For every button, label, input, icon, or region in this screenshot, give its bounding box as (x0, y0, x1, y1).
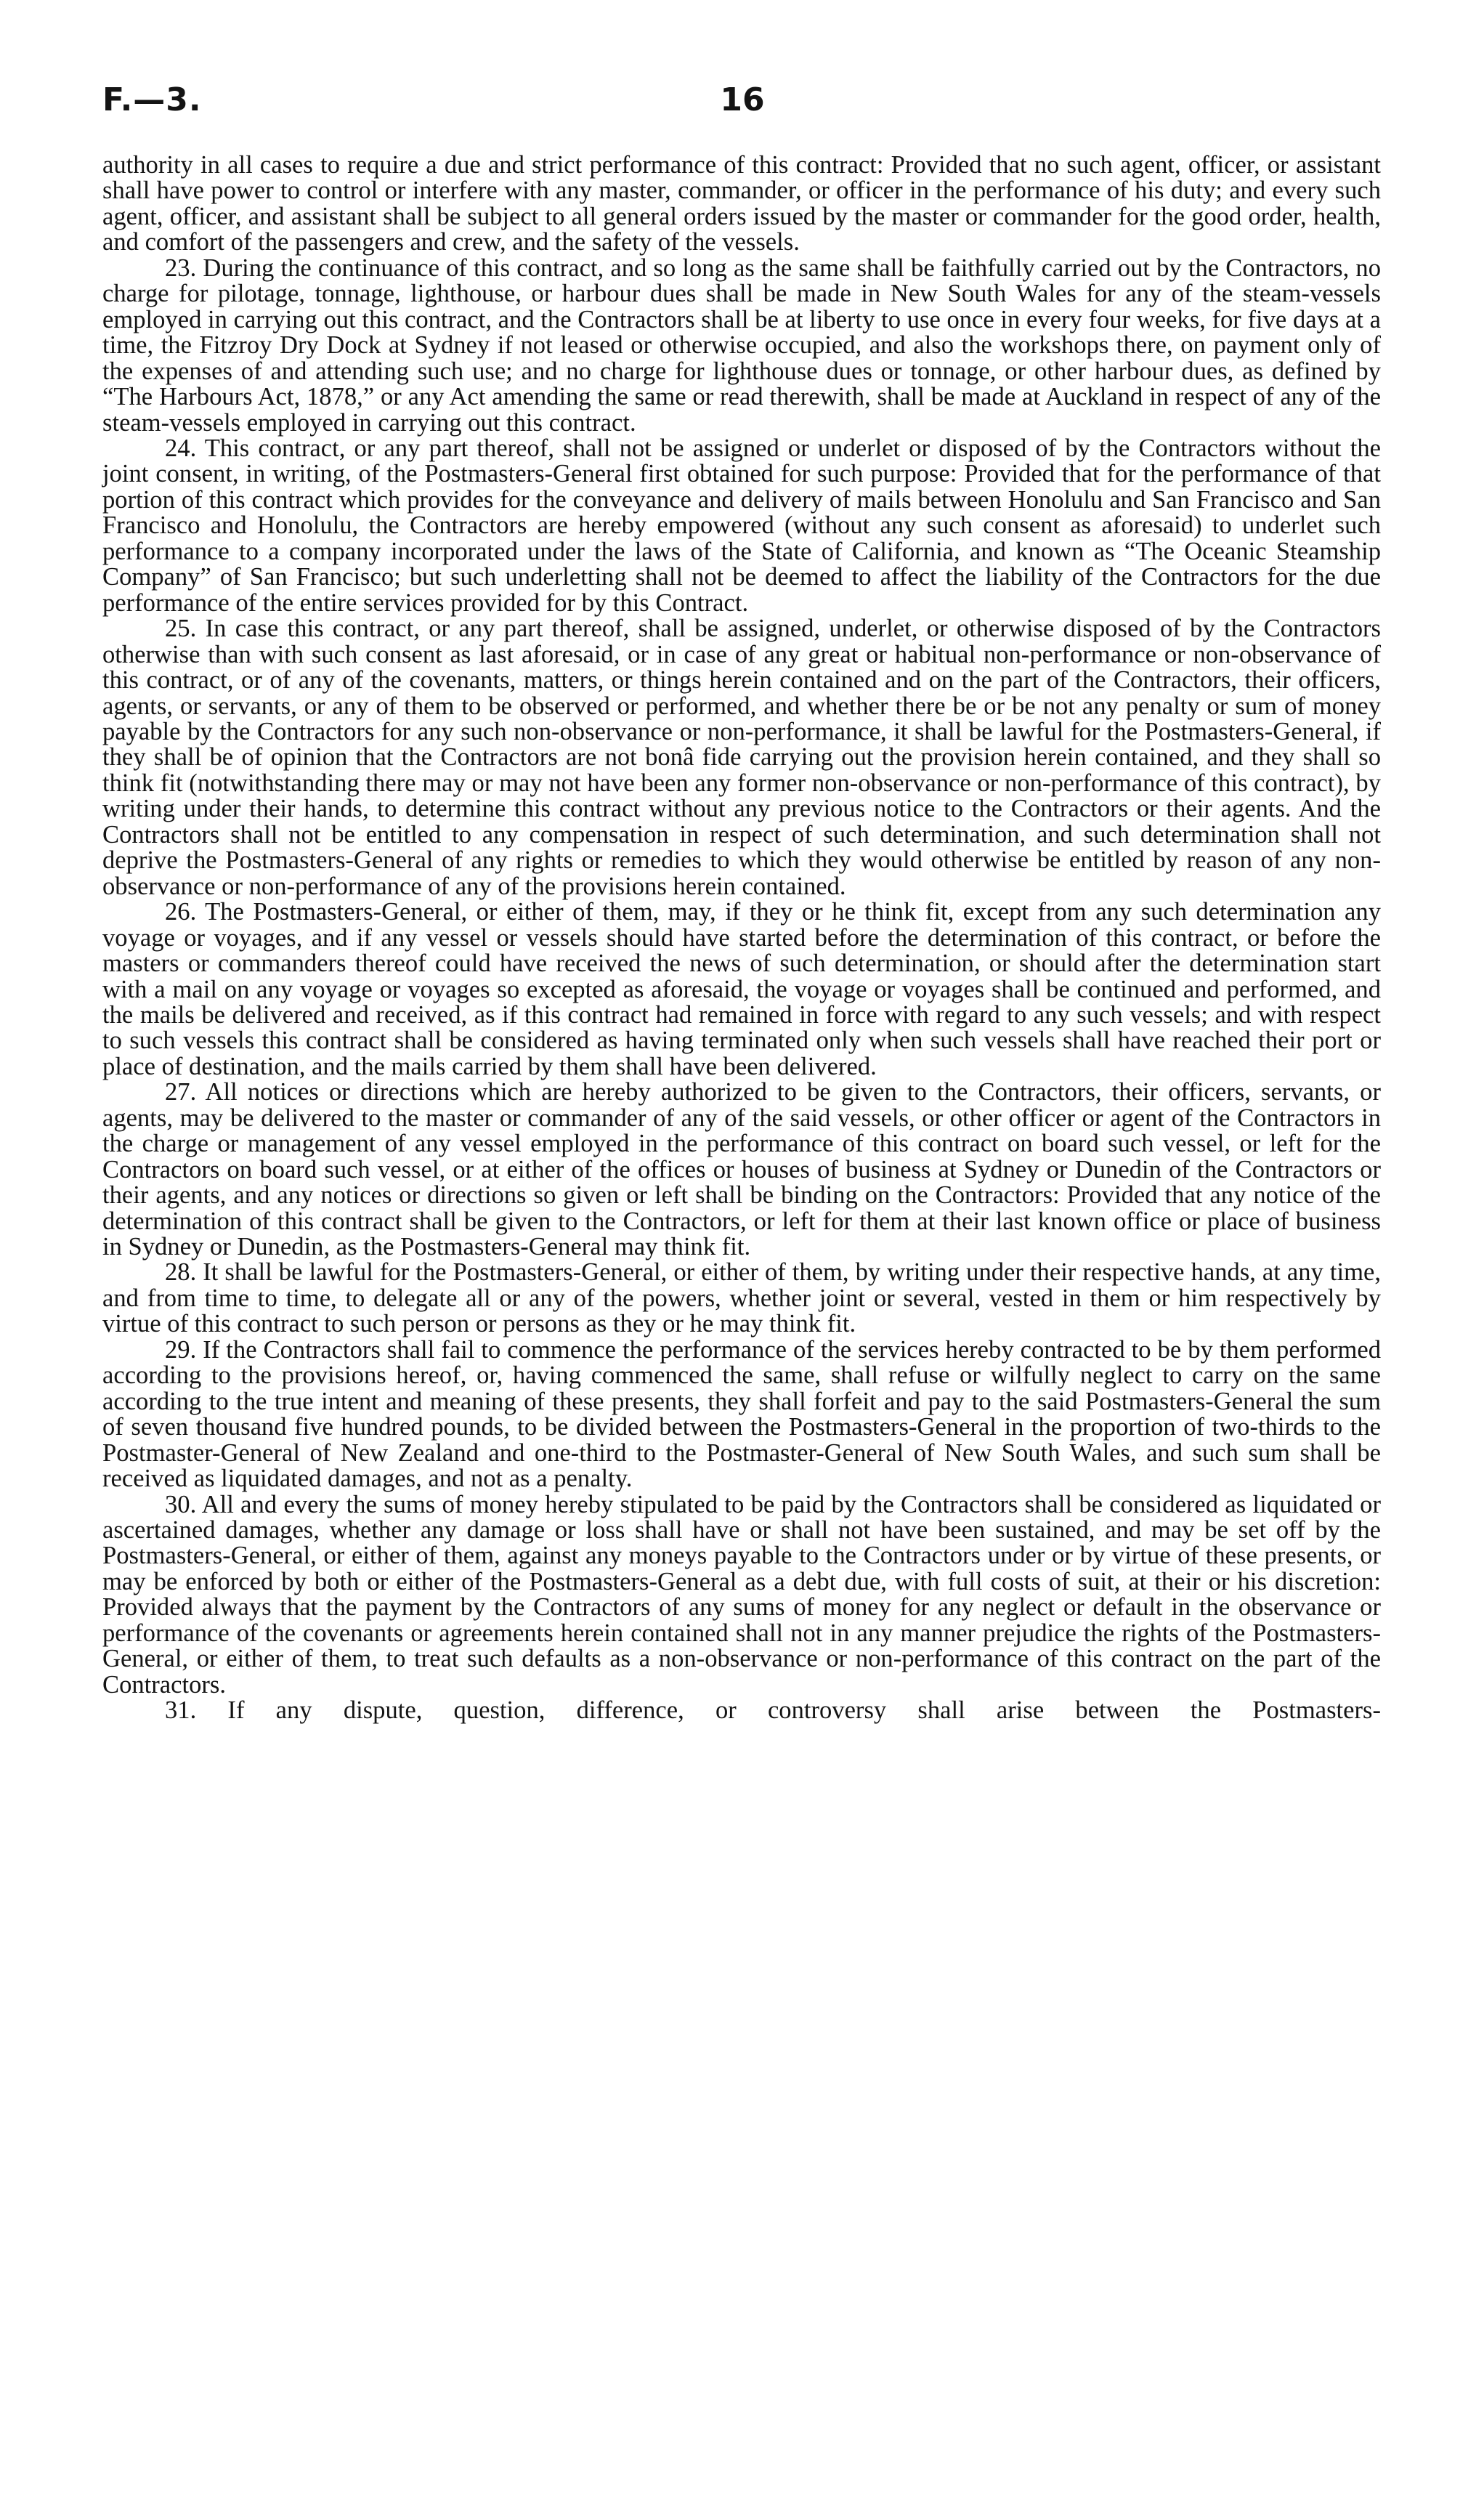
page-number: 16 (720, 81, 765, 118)
paragraph-23: 23. During the continuance of this contract, and so long as the same shall be faithfully carried out by the Contractors, no charge for pilotage, tonnage, lighthouse, or harbour dues shall be made in New South Wales for any of the steam-vessels employed in carrying out this contract, and the Contractors shall be at liberty to use once in every four weeks, for five days at a time, the Fitzroy Dry Dock at Sydney if not leased or otherwise occupied, and also the workshops there, on payment only of the expenses of and attending such use; and no charge for lighthouse dues or tonnage, or other harbour dues, as defined by “The Harbours Act, 1878,” or any Act amending the same or read therewith, shall be made at Auckland in respect of any of the steam-vessels employed in carrying out this contract. (102, 254, 1381, 437)
paragraph-30: 30. All and every the sums of money hereby stipulated to be paid by the Contractors shall be considered as liquidated or ascertained damages, whether any damage or loss shall have or shall not have been sustained, and may be set off by the Postmasters-General, or either of them, against any moneys payable to the Contractors under or by virtue of these presents, or may be enforced by both or either of the Postmasters-General as a debt due, with full costs of suit, at their or his discretion: Provided always that the payment by the Contractors of any sums of money for any neglect or default in the observance or performance of the covenants or agreements herein contained shall not in any manner prejudice the rights of the Postmasters-General, or either of them, to treat such defaults as a non-observance or non-performance of this contract on the part of the Contractors. (102, 1490, 1381, 1699)
running-head (102, 81, 1382, 125)
paragraph-27: 27. All notices or directions which are hereby authorized to be given to the Contractors, their officers, servants, or agents, may be delivered to the master or commander of any of the said vessels, or other officer or agent of the Contractors in the charge or management of any vessel employed in the performance of this contract on board such vessel, or left for the Contractors on board such vessel, or at either of the offices or houses of business at Sydney or Dunedin of the Contractors or their agents, and any notices or directions so given or left shall be binding on the Contractors: Provided that any notice of the determination of this contract shall be given to the Contractors, or left for them at their last known office or place of business in Sydney or Dunedin, as the Postmasters-General may think fit. (102, 1078, 1381, 1261)
paragraph-29: 29. If the Contractors shall fail to commence the performance of the services hereby contracted to be by them performed according to the provisions hereof, or, having commenced the same, shall refuse or wilfully neglect to carry on the same according to the true intent and meaning of these presents, they shall forfeit and pay to the said Postmasters-General the sum of seven thousand five hundred pounds, to be divided between the Postmasters-General in the proportion of two-thirds to the Postmaster-General of New Zealand and one-third to the Postmaster-General of New South Wales, and such sum shall be received as liquidated damages, and not as a penalty. (102, 1335, 1381, 1493)
paragraph-28: 28. It shall be lawful for the Postmasters-General, or either of them, by writing under their respective hands, at any time, and from time to time, to delegate all or any of the powers, whether joint or several, vested in them or him respectively by virtue of this contract to such person or persons as they or he may think fit. (102, 1258, 1381, 1338)
paragraph-22-continued: authority in all cases to require a due and strict performance of this contract: Provided that no such agent, officer, or assistant shall have power to control or interfere with any master, commander, or officer in the performance of his duty; and every such agent, officer, and assistant shall be subject to all general orders issued by the master or commander for the good order, health, and comfort of the passengers and crew, and the safety of the vessels. (102, 151, 1381, 256)
paragraph-25: 25. In case this contract, or any part thereof, shall be assigned, underlet, or otherwise disposed of by the Contractors otherwise than with such consent as last aforesaid, or in case of any great or habitual non-performance or non-observance of this contract, or of any of the covenants, matters, or things herein contained and on the part of the Contractors, their officers, agents, or servants, or any of them to be observed or performed, and whether there be or be not any penalty or sum of money payable by the Contractors for any such non-observance or non-performance, it shall be lawful for the Postmasters-General, if they shall be of opinion that the Contractors are not bonâ fide carrying out the provision herein contained, and they shall so think fit (notwithstanding there may or may not have been any former non-observance or non-performance of this contract), by writing under their hands, to determine this contract without any previous notice to the Contractors or their agents. And the Contractors shall not be entitled to any compensation in respect of such determination, and such determination shall not deprive the Postmasters-General of any rights or remedies to which they would otherwise be entitled by reason of any non-observance or non-performance of any of the provisions herein contained. (102, 615, 1381, 900)
paragraph-26: 26. The Postmasters-General, or either of them, may, if they or he think fit, except from any such determination any voyage or voyages, and if any vessel or vessels should have started before the determination of this contract, or before the masters or commanders thereof could have received the news of such determination, or should after the determination start with a mail on any voyage or voyages so excepted as aforesaid, the voyage or voyages shall be continued and performed, and the mails be delivered and received, as if this contract had remained in force with regard to any such vessels; and with respect to such vessels this contract shall be considered as having terminated only when such vessels shall have reached their port or place of destination, and the mails carried by them shall have been delivered. (102, 898, 1381, 1080)
paragraph-31-start: 31. If any dispute, question, difference, or controversy shall arise between the Postmasters- (165, 1696, 1381, 1725)
paragraph-24: 24. This contract, or any part thereof, shall not be assigned or underlet or disposed of by the Contractors without the joint consent, in writing, of the Postmasters-General first obtained for such purpose: Provided that for the performance of that portion of this contract which provides for the conveyance and delivery of mails between Honolulu and San Francisco and San Francisco and Honolulu, the Contractors are hereby empowered (without any such consent as aforesaid) to underlet such performance to a company incorporated under the laws of the State of California, and known as “The Oceanic Steamship Company” of San Francisco; but such underletting shall not be deemed to affect the liability of the Contractors for the due performance of the entire services provided for by this Contract. (102, 434, 1381, 617)
body-text (102, 153, 1381, 1724)
document-reference: F.—3. (102, 81, 202, 118)
